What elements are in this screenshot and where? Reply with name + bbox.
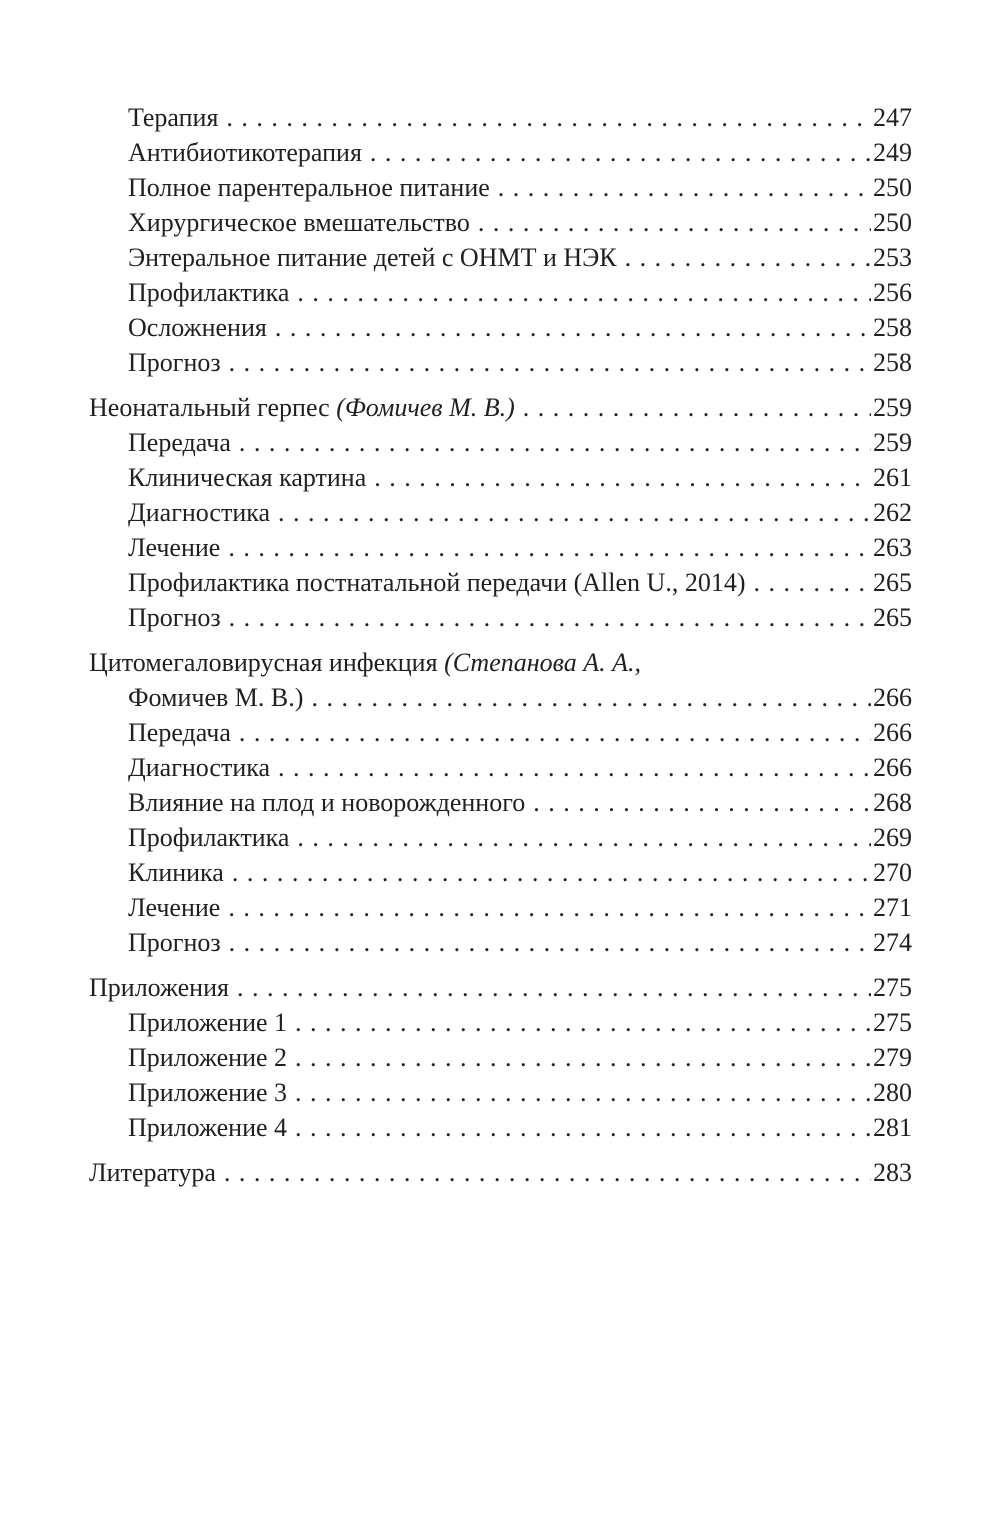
toc-entry-title: Прогноз — [128, 348, 221, 377]
toc-entry-title: Приложение 3 — [128, 1078, 288, 1107]
leader-dots — [625, 240, 871, 275]
toc-entry-page: 275 — [873, 1008, 912, 1037]
leader-dots — [297, 820, 871, 855]
leader-dots — [523, 390, 871, 425]
toc-chapter-page: 266 — [873, 683, 912, 712]
leader-dots — [232, 855, 871, 890]
toc-entry[interactable] — [89, 750, 912, 785]
toc-entry-page: 263 — [873, 533, 912, 562]
toc-chapter-heading-line1[interactable] — [89, 645, 912, 680]
toc-entry-page: 265 — [873, 568, 912, 597]
toc-chapter-heading-line2[interactable] — [89, 680, 912, 715]
toc-entry[interactable] — [89, 1110, 912, 1145]
toc-entry[interactable] — [89, 925, 912, 960]
toc-entry-page: 266 — [873, 718, 912, 747]
toc-entry-page: 258 — [873, 348, 912, 377]
toc-section-nek-continued — [89, 100, 912, 380]
toc-entry-page: 279 — [873, 1043, 912, 1072]
toc-entry-page: 247 — [873, 103, 912, 132]
toc-entry-title: Приложение 4 — [128, 1113, 288, 1142]
toc-entry-page: 249 — [873, 138, 912, 167]
toc-entry-title: Хирургическое вмешательство — [128, 208, 470, 237]
toc-entry-title: Терапия — [128, 103, 219, 132]
toc-entry-page: 280 — [873, 1078, 912, 1107]
toc-entry-page: 259 — [873, 428, 912, 457]
toc-entry[interactable] — [89, 205, 912, 240]
leader-dots — [278, 750, 871, 785]
toc-entry-page: 269 — [873, 823, 912, 852]
toc-entry[interactable] — [89, 135, 912, 170]
toc-section-appendices — [89, 970, 912, 1145]
leader-dots — [311, 680, 871, 715]
toc-entry[interactable] — [89, 1075, 912, 1110]
leader-dots — [278, 495, 871, 530]
toc-entry-title: Прогноз — [128, 928, 221, 957]
toc-entry-title: Диагностика — [128, 753, 271, 782]
toc-entry[interactable] — [89, 600, 912, 635]
toc-entry[interactable] — [89, 530, 912, 565]
toc-entry[interactable] — [89, 855, 912, 890]
leader-dots — [226, 100, 871, 135]
chapter-author: (Фомичев М. В.) — [336, 393, 515, 422]
toc-entry-title: Антибиотикотерапия — [128, 138, 362, 167]
toc-chapter-page: 283 — [873, 1158, 912, 1187]
leader-dots — [228, 890, 871, 925]
toc-entry[interactable] — [89, 100, 912, 135]
leader-dots — [533, 785, 871, 820]
toc-entry-title: Передача — [128, 428, 231, 457]
toc-entry-title: Профилактика — [128, 278, 290, 307]
toc-entry-page: 253 — [873, 243, 912, 272]
toc-entry-title: Диагностика — [128, 498, 271, 527]
toc-chapter-title: Приложения — [89, 973, 229, 1002]
toc-entry-title: Профилактика — [128, 823, 290, 852]
toc-entry-page: 271 — [873, 893, 912, 922]
leader-dots — [229, 345, 871, 380]
toc-entry[interactable] — [89, 460, 912, 495]
leader-dots — [295, 1005, 871, 1040]
toc-entry-title: Профилактика постнатальной передачи (Allen U., 2014) — [128, 568, 746, 597]
toc-entry-page: 268 — [873, 788, 912, 817]
toc-entry-title: Прогноз — [128, 603, 221, 632]
toc-entry[interactable] — [89, 1005, 912, 1040]
toc-entry[interactable] — [89, 310, 912, 345]
toc-entry-title: Осложнения — [128, 313, 267, 342]
toc-chapter-title — [89, 648, 641, 677]
toc-entry-title: Передача — [128, 718, 231, 747]
leader-dots — [239, 715, 871, 750]
toc-entry[interactable] — [89, 1040, 912, 1075]
toc-entry-page: 265 — [873, 603, 912, 632]
toc-chapter-page: 259 — [873, 393, 912, 422]
chapter-title-text: Неонатальный герпес — [89, 393, 337, 422]
leader-dots — [498, 170, 871, 205]
leader-dots — [229, 600, 871, 635]
leader-dots — [237, 970, 871, 1005]
toc-entry-page: 270 — [873, 858, 912, 887]
leader-dots — [239, 425, 871, 460]
leader-dots — [370, 135, 871, 170]
toc-section-literature — [89, 1155, 912, 1190]
toc-entry-page: 250 — [873, 208, 912, 237]
toc-entry-title: Влияние на плод и новорожденного — [128, 788, 526, 817]
toc-entry-page: 250 — [873, 173, 912, 202]
toc-entry-title: Лечение — [128, 533, 221, 562]
toc-entry[interactable] — [89, 890, 912, 925]
leader-dots — [229, 925, 871, 960]
toc-entry[interactable] — [89, 820, 912, 855]
toc-chapter-heading[interactable] — [89, 970, 912, 1005]
chapter-title-text: Цитомегаловирусная инфекция — [89, 648, 445, 677]
toc-section-cmv-infection — [89, 645, 912, 960]
leader-dots — [224, 1155, 871, 1190]
leader-dots — [295, 1110, 871, 1145]
leader-dots — [297, 275, 871, 310]
leader-dots — [295, 1040, 871, 1075]
toc-entry[interactable] — [89, 240, 912, 275]
toc-entry[interactable] — [89, 275, 912, 310]
toc-chapter-heading[interactable] — [89, 1155, 912, 1190]
toc-section-neonatal-herpes — [89, 390, 912, 635]
toc-entry[interactable] — [89, 170, 912, 205]
toc-chapter-heading[interactable] — [89, 390, 912, 425]
toc-entry-title: Полное парентеральное питание — [128, 173, 490, 202]
toc-entry-page: 258 — [873, 313, 912, 342]
toc-entry-title: Энтеральное питание детей с ОНМТ и НЭК — [128, 243, 617, 272]
chapter-author-continued: Фомичев М. В.) — [128, 683, 304, 712]
toc-entry-page: 281 — [873, 1113, 912, 1142]
toc-chapter-title: Литература — [89, 1158, 216, 1187]
toc-entry-title: Клиника — [128, 858, 224, 887]
toc-entry[interactable] — [89, 425, 912, 460]
leader-dots — [295, 1075, 871, 1110]
toc-entry-page: 266 — [873, 753, 912, 782]
toc-entry[interactable] — [89, 495, 912, 530]
toc-entry-title: Приложение 2 — [128, 1043, 288, 1072]
toc-entry-page: 274 — [873, 928, 912, 957]
toc-entry-page: 262 — [873, 498, 912, 527]
toc-chapter-title — [89, 390, 515, 425]
toc-entry[interactable] — [89, 345, 912, 380]
toc-entry-title: Приложение 1 — [128, 1008, 288, 1037]
toc-entry-page: 256 — [873, 278, 912, 307]
leader-dots — [478, 205, 871, 240]
toc-entry-page: 261 — [873, 463, 912, 492]
toc-entry[interactable] — [89, 785, 912, 820]
toc-entry[interactable] — [89, 565, 912, 600]
leader-dots — [228, 530, 871, 565]
leader-dots — [275, 310, 871, 345]
leader-dots — [374, 460, 871, 495]
leader-dots — [753, 565, 871, 600]
chapter-author: (Степанова А. А., — [444, 648, 642, 677]
table-of-contents — [89, 100, 912, 1190]
toc-entry-title: Лечение — [128, 893, 221, 922]
toc-chapter-page: 275 — [873, 973, 912, 1002]
toc-entry[interactable] — [89, 715, 912, 750]
toc-entry-title: Клиническая картина — [128, 463, 367, 492]
